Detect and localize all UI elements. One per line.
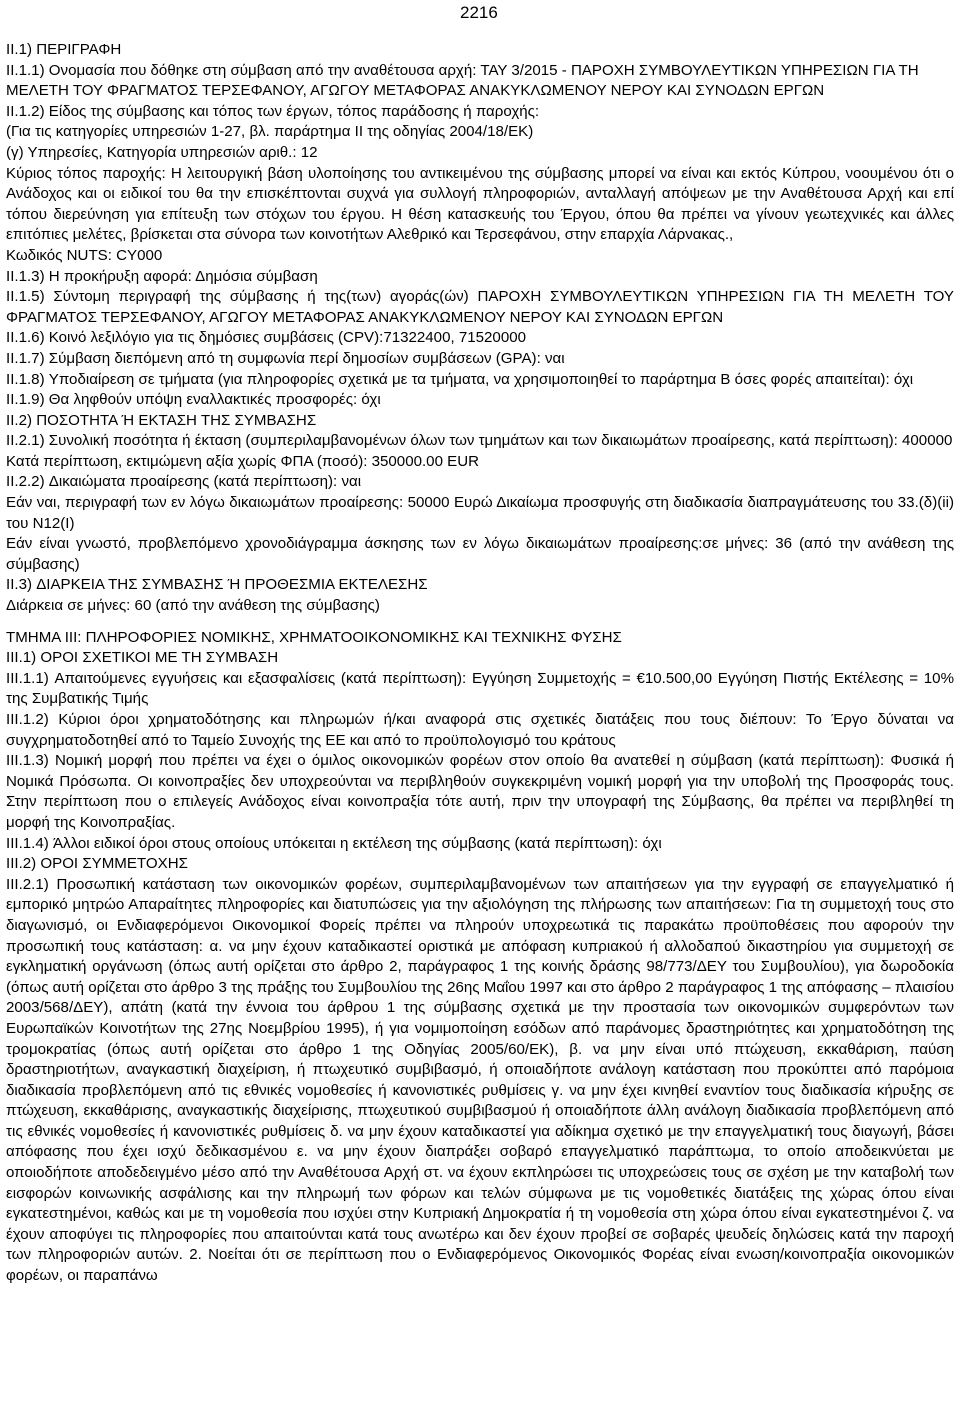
paragraph-p24: III.1.1) Απαιτούμενες εγγυήσεις και εξασφαλίσεις (κατά περίπτωση): Εγγύηση Συμμετοχής = €10.500,00 Εγγύηση Πιστής Εκτέλεσης = 10% της Συμβατικής Τιμής <box>6 669 954 708</box>
paragraph-p26: III.1.3) Νομική μορφή που πρέπει να έχει ο όμιλος οικονομικών φορέων στον οποίο θα ανατεθεί η σύμβαση (κατά περίπτωση): Φυσικά ή Νομικά Πρόσωπα. Οι κοινοπραξίες δεν υποχρεούνται να περιβληθούν συγκεκριμένη νομική μορφή για την υποβολή της Προσφοράς τους. Στην περίπτωση που ο επιλεγείς Ανάδοχος είναι κοινοπραξία τότε αυτή, πριν την υπογραφή της Σύμβασης, θα πρέπει να περιβληθεί τη μορφή της Κοινοπραξίας. <box>6 752 954 831</box>
paragraph-p3: II.1.2) Είδος της σύμβασης και τόπος των έργων, τόπος παράδοσης ή παροχής: <box>6 102 540 120</box>
paragraph-p4: (Για τις κατηγορίες υπηρεσιών 1-27, βλ. παράρτημα II της οδηγίας 2004/18/ΕΚ) <box>6 123 534 141</box>
paragraph-p2: II.1.1) Ονομασία που δόθηκε στη σύμβαση από την αναθέτουσα αρχή: ΤΑΥ 3/2015 - ΠΑΡΟΧΗ ΣΥΜΒΟΥΛΕΥΤΙΚΩΝ ΥΠΗΡΕΣΙΩΝ ΓΙΑ ΤΗ ΜΕΛΕΤΗ ΤΟΥ ΦΡΑΓΜΑΤΟΣ ΤΕΡΣΕΦΑΝΟΥ, ΑΓΩΓΟΥ ΜΕΤΑΦΟΡΑΣ ΑΝΑΚΥΚΛΩΜΕΝΟΥ ΝΕΡΟΥ ΚΑΙ ΣΥΝΟΔΩΝ ΕΡΓΩΝ <box>6 61 919 100</box>
paragraph-p1: II.1) ΠΕΡΙΓΡΑΦΗ <box>6 41 122 58</box>
paragraph-p18: Εάν ναι, περιγραφή των εν λόγω δικαιωμάτων προαίρεσης: 50000 Ευρώ Δικαίωμα προσφυγής στη διαδικασία διαπραγμάτευσης του 33.(δ)(ii) του Ν12(Ι) <box>6 494 954 532</box>
paragraph-p25: III.1.2) Κύριοι όροι χρηματοδότησης και πληρωμών ή/και αναφορά στις σχετικές διατάξεις που τους διέπουν: Το Έργο δύναται να συγχρηματοδοτηθεί από το Ταμείο Συνοχής της ΕΕ και από το προϋπολογισμό του κράτους <box>6 711 954 749</box>
paragraph-p5: (γ) Υπηρεσίες, Κατηγορία υπηρεσιών αριθ.: 12 <box>6 143 318 161</box>
paragraph-p14: II.2) ΠΟΣΟΤΗΤΑ Ή ΕΚΤΑΣΗ ΤΗΣ ΣΥΜΒΑΣΗΣ <box>6 411 317 429</box>
paragraph-p16: Κατά περίπτωση, εκτιμώμενη αξία χωρίς ΦΠΑ (ποσό): 350000.00 EUR <box>6 452 480 470</box>
paragraph-p9: II.1.5) Σύντομη περιγραφή της σύμβασης ή της(των) αγοράς(ών) ΠΑΡΟΧΗ ΣΥΜΒΟΥΛΕΥΤΙΚΩΝ ΥΠΗΡΕΣΙΩΝ ΓΙΑ ΤΗ ΜΕΛΕΤΗ ΤΟΥ ΦΡΑΓΜΑΤΟΣ ΤΕΡΣΕΦΑΝΟΥ, ΑΓΩΓΟΥ ΜΕΤΑΦΟΡΑΣ ΑΝΑΚΥΚΛΩΜΕΝΟΥ ΝΕΡΟΥ ΚΑΙ ΣΥΝΟΔΩΝ ΕΡΓΩΝ <box>6 288 954 326</box>
paragraph-p17: II.2.2) Δικαιώματα προαίρεσης (κατά περίπτωση): ναι <box>6 473 362 491</box>
paragraph-p20: II.3) ΔΙΑΡΚΕΙΑ ΤΗΣ ΣΥΜΒΑΣΗΣ Ή ΠΡΟΘΕΣΜΙΑ ΕΚΤΕΛΕΣΗΣ <box>6 576 428 594</box>
paragraph-p15: II.2.1) Συνολική ποσότητα ή έκταση (συμπεριλαμβανομένων όλων των τμημάτων και των δικαιωμάτων προαίρεσης, κατά περίπτωση): 400000 <box>6 432 953 450</box>
paragraph-p22: ΤΜΗΜΑ III: ΠΛΗΡΟΦΟΡΙΕΣ ΝΟΜΙΚΗΣ, ΧΡΗΜΑΤΟΟΙΚΟΝΟΜΙΚΗΣ ΚΑΙ ΤΕΧΝΙΚΗΣ ΦΥΣΗΣ <box>6 628 622 646</box>
paragraph-p21: Διάρκεια σε μήνες: 60 (από την ανάθεση της σύμβασης) <box>6 597 380 615</box>
paragraph-p8: II.1.3) Η προκήρυξη αφορά: Δημόσια σύμβαση <box>6 267 318 285</box>
paragraph-p6: Κύριος τόπος παροχής: Η λειτουργική βάση υλοποίησης του αντικειμένου της σύμβασης μπορεί να είναι και εκτός Κύπρου, νοουμένου ότι ο Ανάδοχος και οι ειδικοί του θα την επισκέπτονται συχνά για συλλογή πληροφοριών, ανταλλαγή απόψεων με την Αναθέτουσα Αρχή και επί τόπου διερεύνηση για επίτευξη των στόχων του έργου. Η θέση κατασκευής του Έργου, όπου θα πρέπει να γίνουν γεωτεχνικές και άλλες επιτόπιες μελέτες, βρίσκεται στα σύνορα των κοινοτήτων Αλεθρικό και Τερσεφάνου, στην επαρχία Λάρνακας., <box>6 164 954 244</box>
page-number: 2216 <box>460 3 498 22</box>
paragraph-p11: II.1.7) Σύμβαση διεπόμενη από τη συμφωνία περί δημοσίων συμβάσεων (GPA): ναι <box>6 349 565 367</box>
paragraph-p10: II.1.6) Κοινό λεξιλόγιο για τις δημόσιες συμβάσεις (CPV):71322400, 71520000 <box>6 329 527 347</box>
paragraph-p13: II.1.9) Θα ληφθούν υπόψη εναλλακτικές προσφορές: όχι <box>6 391 381 409</box>
document-body <box>6 40 954 1287</box>
paragraph-p27: III.1.4) Άλλοι ειδικοί όροι στους οποίους υπόκειται η εκτέλεση της σύμβασης (κατά περίπτωση): όχι <box>6 834 662 852</box>
paragraph-p12: II.1.8) Υποδιαίρεση σε τμήματα (για πληροφορίες σχετικά με τα τμήματα, να χρησιμοποιηθεί το παράρτημα B όσες φορές απαιτείται): όχι <box>6 370 914 388</box>
paragraph-p19: Εάν είναι γνωστό, προβλεπόμενο χρονοδιάγραμμα άσκησης των εν λόγω δικαιωμάτων προαίρεσης:σε μήνες: 36 (από την ανάθεση της σύμβασης) <box>6 535 954 573</box>
paragraph-p29: III.2.1) Προσωπική κατάσταση των οικονομικών φορέων, συμπεριλαμβανομένων των απαιτήσεων για την εγγραφή σε επαγγελματικό ή εμπορικό μητρώο Απαραίτητες πληροφορίες και διατυπώσεις για την αξιολόγηση της πλήρωσης των απαιτήσεων: Για τη συμμετοχή τους στο διαγωνισμό, οι Ενδιαφερόμενοι Οικονομικοί Φορείς πρέπει να πληρούν υποχρεωτικά τις παρακάτω προϋποθέσεις που αφορούν την προσωπική τους κατάσταση: α. να μην έχουν καταδικαστεί οριστικά με απόφαση κυπριακού ή αλλοδαπού δικαστηρίου για συμμετοχή σε εγκληματική οργάνωση (όπως αυτή ορίζεται στο άρθρο 2, παράγραφος 1 της κοινής δράσης 98/773/ΔΕΥ του Συμβουλίου), για δωροδοκία (όπως αυτή ορίζεται στο άρθρο 3 της πράξης του Συμβουλίου της 26ης Μαΐου 1997 και στο άρθρο 2 παράγραφος 1 της απόφασης – πλαισίου 2003/568/ΔΕΥ), απάτη (κατά την έννοια του άρθρου 1 της σύμβασης σχετικά με την προστασία των οικονομικών συμφερόντων των Ευρωπαϊκών Κοινοτήτων της 27ης Νοεμβρίου 1995), ή για νομιμοποίηση εσόδων από παράνομες δραστηριότητες και χρηματοδότηση της τρομοκρατίας (όπως αυτή ορίζεται στο άρθρο 1 της Οδηγίας 2005/60/ΕΚ), β. να μην είναι υπό πτώχευση, εκκαθάριση, παύση δραστηριοτήτων, αναγκαστική διαχείριση, ή πτωχευτικό συμβιβασμό, ή οποιαδήποτε ανάλογη κατάσταση που προκύπτει από παρόμοια διαδικασία προβλεπόμενη από τις εθνικές νομοθεσίες ή κανονιστικές ρυθμίσεις γ. να μην έχει κινηθεί εναντίον τους διαδικασία κήρυξης σε πτώχευση, εκκαθάρισης, αναγκαστικής διαχείρισης, πτωχευτικού συμβιβασμού ή οποιαδήποτε άλλη ανάλογη διαδικασία προβλεπόμενη από τις εθνικές νομοθεσίες ή κανονιστικές ρυθμίσεις δ. να μην έχουν καταδικαστεί για αδίκημα σχετικό με την επαγγελματική τους διαγωγή, βάσει απόφασης που έχει ισχύ δεδικασμένου ε. να μην έχουν διαπράξει σοβαρό επαγγελματικό παράπτωμα, το οποίο αποδεικνύεται με οποιοδήποτε αποδεδειγμένο μέσο από την Αναθέτουσα Αρχή στ. να έχουν εκπληρώσει τις υποχρεώσεις τους σε σχέση με την καταβολή των εισφορών κοινωνικής ασφάλισης και την πληρωμή των φόρων και τελών σύμφωνα με τις νομοθετικές διατάξεις της χώρας όπου είναι εγκατεστημένοι, καθώς και με τη νομοθεσία που ισχύει στην Κυπριακή Δημοκρατία ή τη νομοθεσία στη χώρα όπου είναι εγκατεστημένοι ζ. να έχουν αποφύγει τις πληροφορίες που απαιτούνται κατά τους ανωτέρω και δεν έχουν προβεί σε σοβαρές ψευδείς δηλώσεις κατά την παροχή των πληροφοριών αυτών. 2. Νοείται ότι σε περίπτωση που ο Ενδιαφερόμενος Οικονομικός Φορέας είναι ενωση/κοινοπραξία οικονομικών φορέων, οι παραπάνω <box>6 875 954 1285</box>
paragraph-p28: III.2) ΟΡΟΙ ΣΥΜΜΕΤΟΧΗΣ <box>6 855 188 873</box>
paragraph-p23: III.1) ΟΡΟΙ ΣΧΕΤΙΚΟΙ ΜΕ ΤΗ ΣΥΜΒΑΣΗ <box>6 649 279 667</box>
paragraph-p7: Κωδικός NUTS: CY000 <box>6 246 163 264</box>
